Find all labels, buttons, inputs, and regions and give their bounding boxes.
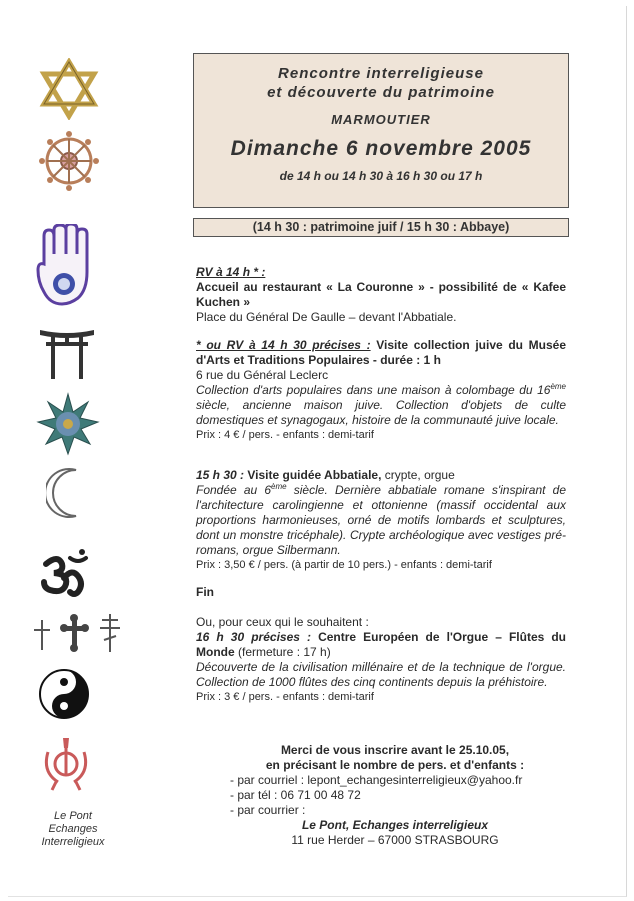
rv14-heading: RV à 14 h * : bbox=[196, 265, 266, 279]
dharma-wheel-icon bbox=[36, 128, 102, 194]
section-abbatiale bbox=[196, 468, 566, 573]
rv1430-desc-sup: ème bbox=[550, 382, 566, 391]
rv1430-heading: * ou RV à 14 h 30 précises : bbox=[196, 338, 371, 352]
section-contact bbox=[230, 743, 560, 848]
yin-yang-icon bbox=[38, 668, 90, 720]
abbatiale-heading-tail: crypte, orgue bbox=[381, 468, 455, 482]
orgue-desc: Découverte de la civilisation millénaire et de la technique de l'orgue. Collection de 1000 flûtes des cinq continents depuis la préhistoire. bbox=[196, 660, 566, 689]
orgue-heading: 16 h 30 précises : bbox=[196, 630, 311, 644]
event-hours: de 14 h ou 14 h 30 à 16 h 30 ou 17 h bbox=[279, 169, 483, 183]
orgue-price: Prix : 3 € / pers. - enfants : demi-tarif bbox=[196, 691, 374, 703]
rv1430-desc-2: siècle, ancienne maison juive. Collection d'objets de culte domestiques et synagogaux, histoire de la communauté juive locale. bbox=[196, 398, 566, 427]
title-box bbox=[193, 53, 569, 208]
abbatiale-desc-1: Fondée au 6 bbox=[196, 483, 272, 497]
contact-address: 11 rue Herder – 67000 STRASBOURG bbox=[291, 833, 499, 847]
contact-line-1: Merci de vous inscrire avant le 25.10.05, bbox=[280, 743, 510, 757]
rv1430-address: 6 rue du Général Leclerc bbox=[196, 368, 329, 382]
contact-line-2: en précisant le nombre de pers. et d'enfants : bbox=[265, 758, 525, 772]
organisation-name bbox=[28, 810, 118, 849]
section-rv-1430 bbox=[196, 338, 566, 443]
contact-post: - par courrier : bbox=[230, 803, 306, 817]
contact-tel: - par tél : 06 71 00 48 72 bbox=[230, 788, 361, 802]
rv1430-heading-rest: Visite collection juive du Musée d'Arts et Traditions Populaires - durée : 1 h bbox=[196, 338, 566, 367]
torii-icon bbox=[38, 326, 96, 380]
crescent-icon bbox=[46, 466, 90, 520]
org-line-1: Le Pont bbox=[54, 810, 92, 822]
section-fin bbox=[196, 585, 566, 600]
contact-org: Le Pont, Echanges interreligieux bbox=[301, 818, 489, 832]
jain-hand-icon bbox=[34, 224, 96, 306]
rv1430-desc-1: Collection d'arts populaires dans une maison à colombage du 16 bbox=[196, 383, 551, 397]
event-date: Dimanche 6 novembre 2005 bbox=[230, 137, 532, 160]
abbatiale-desc-2: siècle. Dernière abbatiale romane s'inspirant de l'architecture carolingienne et ottonienne (massif occidental aux proportions harmonieuses, orné de motifs lombards et sculptures, dont un monstre tricéphale). Crypte archéologique avec vestiges pré-romans, orgue Silbermann. bbox=[196, 483, 566, 557]
subtitle-box: (14 h 30 : patrimoine juif / 15 h 30 : Abbaye) bbox=[193, 218, 569, 237]
rv14-location: Place du Général De Gaulle – devant l'Abbatiale. bbox=[196, 310, 457, 324]
abbatiale-desc-sup: ème bbox=[271, 482, 287, 491]
contact-mail: - par courriel : lepont_echangesinterreligieux@yahoo.fr bbox=[230, 773, 523, 787]
orgue-heading-rest: Centre Européen de l'Orgue – Flûtes du Monde bbox=[196, 630, 567, 659]
place-name: MARMOUTIER bbox=[331, 112, 431, 127]
abbatiale-price: Prix : 3,50 € / pers. (à partir de 10 pers.) - enfants : demi-tarif bbox=[196, 559, 492, 571]
title-line-2: et découverte du patrimoine bbox=[267, 84, 495, 101]
orgue-heading-tail: (fermeture : 17 h) bbox=[234, 645, 331, 659]
org-line-2: Echanges bbox=[48, 823, 98, 835]
star-of-david-icon bbox=[38, 58, 100, 120]
abbatiale-heading-rest: Visite guidée Abbatiale, bbox=[244, 468, 382, 482]
orgue-intro: Ou, pour ceux qui le souhaitent : bbox=[196, 615, 369, 629]
section-rv-14h bbox=[196, 265, 566, 325]
rv14-welcome: Accueil au restaurant « La Couronne » - possibilité de « Kafee Kuchen » bbox=[196, 280, 566, 309]
fin-label: Fin bbox=[196, 585, 214, 599]
om-icon bbox=[38, 548, 94, 598]
khanda-icon bbox=[40, 736, 92, 794]
bahai-star-icon bbox=[36, 392, 100, 456]
rv1430-price: Prix : 4 € / pers. - enfants : demi-tarif bbox=[196, 429, 374, 441]
abbatiale-heading: 15 h 30 : bbox=[196, 468, 245, 482]
section-orgue bbox=[196, 615, 566, 705]
org-line-3: Interreligieux bbox=[41, 836, 105, 848]
title-line-1: Rencontre interreligieuse bbox=[278, 65, 484, 82]
crosses-icon bbox=[30, 610, 126, 654]
